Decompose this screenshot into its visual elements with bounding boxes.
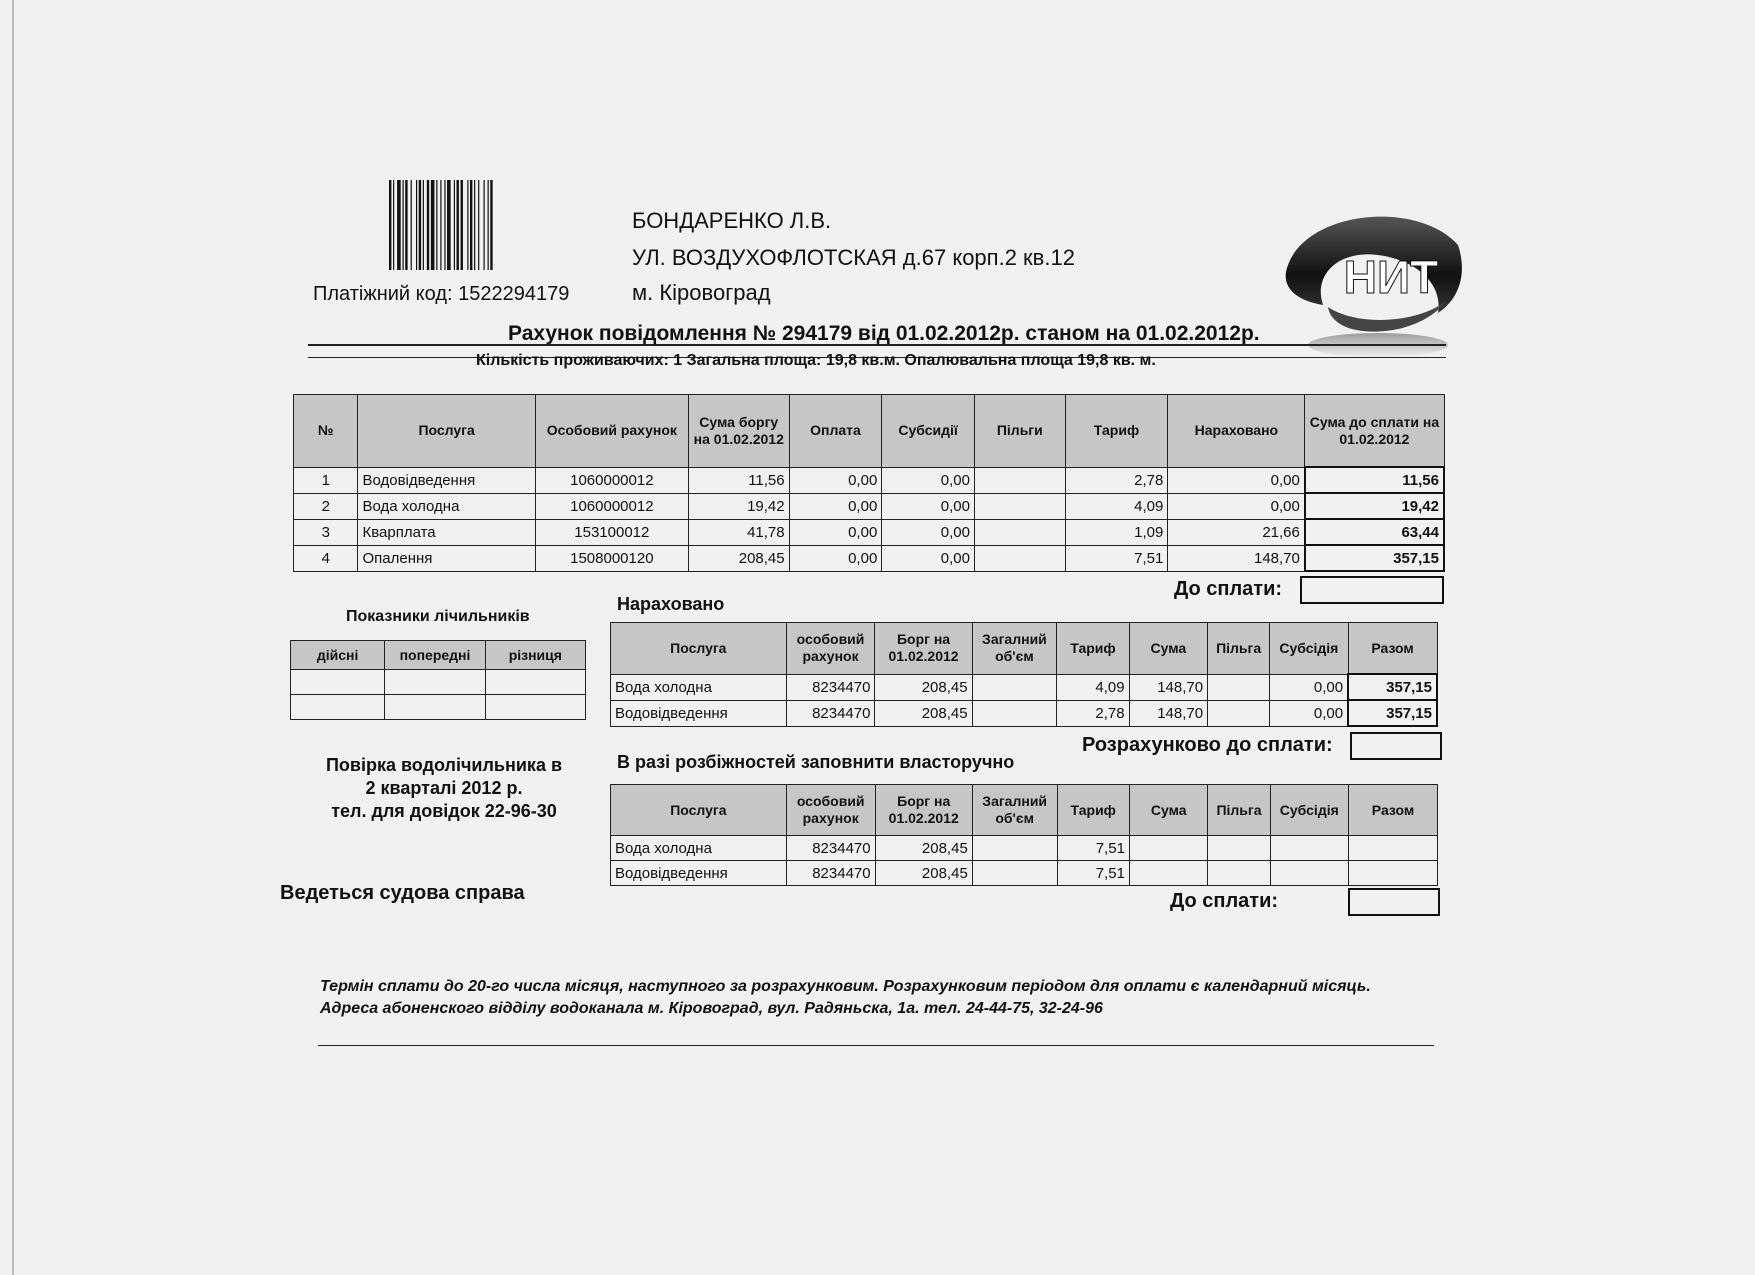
col-service: Послуга <box>358 395 535 468</box>
col-previous: попередні <box>385 641 485 670</box>
table-row <box>294 493 1445 519</box>
cell: 41,78 <box>688 519 789 545</box>
manual-to-pay-label: До сплати: <box>1170 890 1279 912</box>
cell <box>974 519 1065 545</box>
cell: 148,70 <box>1168 545 1305 571</box>
footer-rule <box>318 1045 1434 1046</box>
payment-terms: Термін сплати до 20-го числа місяця, наступного за розрахунковим. Розрахунковим періодом для оплати є календарний місяць. <box>320 978 1371 995</box>
cell: 357,15 <box>1348 700 1437 726</box>
col-number: № <box>294 395 358 468</box>
col-volume: Загалний об'єм <box>972 623 1057 675</box>
cell <box>974 493 1065 519</box>
invoice-subtitle: Кількість проживаючих: 1 Загальна площа: 19,8 кв.м. Опалювальна площа 19,8 кв. м. <box>476 352 1156 369</box>
cell: 4 <box>294 545 358 571</box>
cell <box>485 670 585 695</box>
cell: Вода холодна <box>611 836 787 861</box>
cell: 148,70 <box>1129 700 1208 726</box>
court-case-note: Ведеться судова справа <box>280 882 525 904</box>
cell <box>1349 836 1438 861</box>
cell: Водовідведення <box>611 861 787 886</box>
table-row <box>294 467 1445 493</box>
barcode <box>387 180 537 270</box>
cell <box>1270 861 1349 886</box>
cell: 0,00 <box>789 493 882 519</box>
cell: Водовідведення <box>358 467 535 493</box>
customer-name: БОНДАРЕНКО Л.В. <box>632 208 832 233</box>
col-current: дійсні <box>291 641 385 670</box>
invoice-title: Рахунок повідомлення № 294179 від 01.02.2012р. станом на 01.02.2012р. <box>508 322 1260 345</box>
cell: 8234470 <box>786 700 875 726</box>
calc-to-pay-box <box>1350 732 1442 760</box>
col-account: особовий рахунок <box>786 623 875 675</box>
cell: 0,00 <box>1270 674 1349 700</box>
cell: 4,09 <box>1057 674 1129 700</box>
cell: 7,51 <box>1065 545 1168 571</box>
col-benefit: Пільга <box>1208 785 1270 836</box>
cell: 0,00 <box>789 467 882 493</box>
verify-line-1: Повірка водолічильника в <box>325 755 563 775</box>
cell: 208,45 <box>688 545 789 571</box>
cell: 1,09 <box>1065 519 1168 545</box>
verify-line-3: тел. для довідок 22-96-30 <box>331 801 557 821</box>
col-total: Разом <box>1348 623 1437 675</box>
col-volume: Загалний об'єм <box>972 785 1057 836</box>
cell: Вода холодна <box>611 674 787 700</box>
cell: 7,51 <box>1057 861 1129 886</box>
col-account: особовий рахунок <box>786 785 875 836</box>
cell: 148,70 <box>1129 674 1208 700</box>
cell <box>1208 674 1270 700</box>
to-pay-box <box>1300 576 1444 604</box>
col-sum: Сума <box>1129 623 1208 675</box>
accrued-header <box>611 623 1438 675</box>
cell: 208,45 <box>875 861 972 886</box>
col-debt: Сума боргу на 01.02.2012 <box>688 395 789 468</box>
meters-table <box>290 640 586 720</box>
cell: 8234470 <box>786 836 875 861</box>
cell <box>1208 861 1270 886</box>
accrued-table <box>610 622 1438 727</box>
col-benefit: Пільга <box>1208 623 1270 675</box>
cell: 0,00 <box>1168 467 1305 493</box>
cell: 1060000012 <box>535 467 688 493</box>
cell: 1060000012 <box>535 493 688 519</box>
cell <box>974 467 1065 493</box>
col-accrued: Нараховано <box>1168 395 1305 468</box>
col-total: Разом <box>1349 785 1438 836</box>
cell: 208,45 <box>875 674 972 700</box>
cell <box>972 861 1057 886</box>
manual-title: В разі розбіжностей заповнити власторучно <box>617 752 1015 772</box>
cell <box>1129 861 1208 886</box>
customer-city: м. Кіровоград <box>632 280 771 305</box>
cell: 7,51 <box>1057 836 1129 861</box>
cell: 3 <box>294 519 358 545</box>
cell: Опалення <box>358 545 535 571</box>
cell <box>1129 836 1208 861</box>
scan-edge <box>12 0 14 1275</box>
col-subsidy: Субсидії <box>882 395 975 468</box>
col-payment: Оплата <box>789 395 882 468</box>
col-difference: різниця <box>485 641 585 670</box>
manual-table <box>610 784 1438 886</box>
cell <box>1270 836 1349 861</box>
cell: Водовідведення <box>611 700 787 726</box>
cell: 2 <box>294 493 358 519</box>
cell: 0,00 <box>1270 700 1349 726</box>
col-tariff: Тариф <box>1057 785 1129 836</box>
table-row <box>294 519 1445 545</box>
cell <box>972 674 1057 700</box>
verify-line-2: 2 кварталі 2012 р. <box>365 778 523 798</box>
col-subsidy: Субсідія <box>1270 623 1349 675</box>
col-sum: Сума <box>1129 785 1208 836</box>
table-row <box>294 545 1445 571</box>
cell: 19,42 <box>1305 493 1444 519</box>
to-pay-label: До сплати: <box>1174 578 1283 600</box>
table-row <box>291 695 586 720</box>
cell: 0,00 <box>882 519 975 545</box>
main-charges-table <box>293 394 1445 572</box>
calc-to-pay-label: Розрахунково до сплати: <box>1082 734 1333 756</box>
main-table-header <box>294 395 1445 468</box>
cell: 0,00 <box>882 493 975 519</box>
cell: 21,66 <box>1168 519 1305 545</box>
cell: 8234470 <box>786 674 875 700</box>
cell <box>972 836 1057 861</box>
meters-title: Показники лічильників <box>346 608 530 625</box>
col-total-due: Сума до сплати на 01.02.2012 <box>1305 395 1444 468</box>
cell <box>385 695 485 720</box>
table-row <box>611 674 1438 700</box>
table-row <box>611 700 1438 726</box>
col-tariff: Тариф <box>1057 623 1129 675</box>
table-row <box>611 861 1438 886</box>
cell: 357,15 <box>1348 674 1437 700</box>
cell: 0,00 <box>789 545 882 571</box>
cell: 1508000120 <box>535 545 688 571</box>
cell: 0,00 <box>882 467 975 493</box>
cell <box>1208 836 1270 861</box>
payment-code: Платіжний код: 1522294179 <box>313 283 570 305</box>
cell: 1 <box>294 467 358 493</box>
cell: 11,56 <box>1305 467 1444 493</box>
col-subsidy: Субсідія <box>1270 785 1349 836</box>
cell: 2,78 <box>1065 467 1168 493</box>
office-address: Адреса абоненского відділу водоканала м. Кіровоград, вул. Радяньска, 1а. тел. 24-44-75, 32-24-96 <box>320 1000 1103 1017</box>
cell: 357,15 <box>1305 545 1444 571</box>
col-tariff: Тариф <box>1065 395 1168 468</box>
cell <box>291 695 385 720</box>
col-service: Послуга <box>611 623 787 675</box>
meters-header <box>291 641 586 670</box>
accrued-title: Нараховано <box>617 594 725 614</box>
meter-verification-note <box>320 754 568 823</box>
cell <box>974 545 1065 571</box>
cell: 0,00 <box>882 545 975 571</box>
cell: 0,00 <box>1168 493 1305 519</box>
cell <box>291 670 385 695</box>
cell <box>485 695 585 720</box>
cell: 63,44 <box>1305 519 1444 545</box>
cell: 19,42 <box>688 493 789 519</box>
cell <box>1349 861 1438 886</box>
customer-street: УЛ. ВОЗДУХОФЛОТСКАЯ д.67 корп.2 кв.12 <box>632 245 1075 270</box>
table-row <box>611 836 1438 861</box>
cell: Вода холодна <box>358 493 535 519</box>
cell <box>1208 700 1270 726</box>
cell: Кварплата <box>358 519 535 545</box>
col-debt: Борг на 01.02.2012 <box>875 785 972 836</box>
cell: 0,00 <box>789 519 882 545</box>
cell: 208,45 <box>875 700 972 726</box>
cell <box>385 670 485 695</box>
manual-to-pay-box <box>1348 888 1440 916</box>
cell: 8234470 <box>786 861 875 886</box>
cell <box>972 700 1057 726</box>
cell: 208,45 <box>875 836 972 861</box>
svg-text:НИТ: НИТ <box>1343 251 1439 303</box>
col-account: Особовий рахунок <box>535 395 688 468</box>
cell: 2,78 <box>1057 700 1129 726</box>
col-benefits: Пільги <box>974 395 1065 468</box>
table-row <box>291 670 586 695</box>
cell: 11,56 <box>688 467 789 493</box>
col-debt: Борг на 01.02.2012 <box>875 623 972 675</box>
col-service: Послуга <box>611 785 787 836</box>
cell: 153100012 <box>535 519 688 545</box>
manual-header <box>611 785 1438 836</box>
cell: 4,09 <box>1065 493 1168 519</box>
